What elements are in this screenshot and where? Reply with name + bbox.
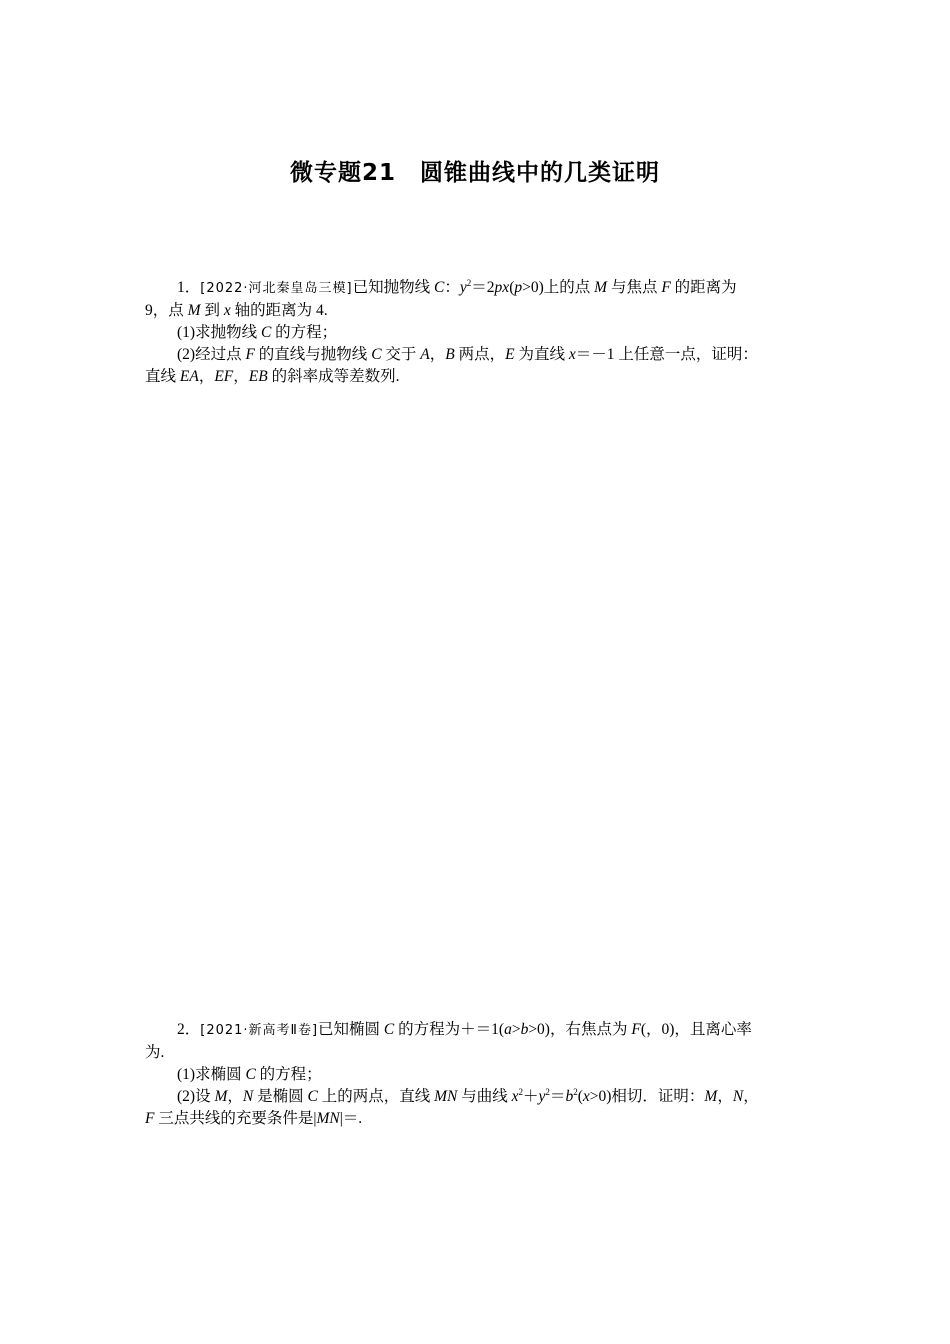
problem-2-line-2: 为. — [145, 1044, 165, 1061]
problem-1-part-2-cont: 直线 EA，EF，EB 的斜率成等差数列. — [145, 368, 400, 385]
problem-2-number: 2． — [177, 1021, 201, 1038]
problem-2-part-2-cont: F 三点共线的充要条件是|MN|＝. — [145, 1110, 363, 1127]
problem-1-part-1: (1)求抛物线 C 的方程； — [177, 324, 338, 341]
problem-1-number: 1． — [177, 279, 201, 296]
problem-2-part-2: (2)设 M，N 是椭圆 C 上的两点，直线 MN 与曲线 $x^2+y^2=b^2(x>0)$相切．证明：M，N， — [177, 1087, 759, 1105]
problem-2 — [145, 1019, 810, 1130]
problem-2-part-1: (1)求椭圆 C 的方程； — [177, 1066, 322, 1083]
problem-1 — [145, 277, 810, 388]
problem-1-line-2: 9，点 M 到 x 轴的距离为 4. — [145, 302, 328, 319]
problem-2-source: [2021·新高考Ⅱ卷] — [200, 1023, 319, 1038]
page-title: 微专题21 圆锥曲线中的几类证明 — [289, 160, 660, 186]
problem-1-source: [2022·河北秦皇岛三模] — [200, 281, 353, 296]
problem-1-line-1: 1．[2022·河北秦皇岛三模]已知抛物线 C：$y^2=2px(p>0)$上的点 M 与焦点 F 的距离为 — [177, 278, 737, 296]
problem-1-part-2: (2)经过点 F 的直线与抛物线 C 交于 A，B 两点，E 为直线 x＝－1 上任意一点，证明： — [177, 346, 758, 363]
problem-2-line-1: 2．[2021·新高考Ⅱ卷]已知椭圆 C 的方程为＋＝1(a>b>0)，右焦点为 F(，0)，且离心率 — [177, 1021, 752, 1038]
